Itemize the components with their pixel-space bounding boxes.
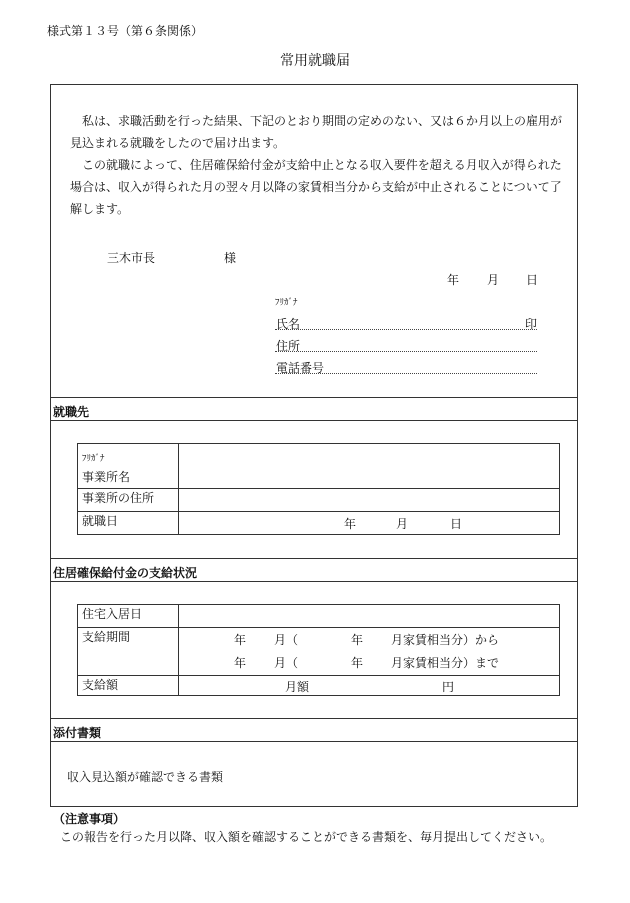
notes-body: この報告を行った月以降、収入額を確認することができる書類を、毎月提出してください。 <box>60 830 553 844</box>
period-to-month-1: 月（ <box>274 656 299 670</box>
period-to-suffix: 月家賃相当分）まで <box>391 656 500 670</box>
period-from-month-1: 月（ <box>274 633 299 647</box>
date-month-label: 月 <box>487 273 500 287</box>
seal-mark: 印 <box>525 317 538 331</box>
start-date-field[interactable] <box>179 512 560 535</box>
section-title-attachments: 添付書類 <box>53 726 102 740</box>
section-title-benefit: 住居確保給付金の支給状況 <box>53 566 198 580</box>
office-name-label: 事業所名 <box>82 470 131 484</box>
start-date-label: 就職日 <box>78 512 179 535</box>
period-from-year-2: 年 <box>351 633 364 647</box>
declaration-paragraph-1: 私は、求職活動を行った結果、下記のとおり期間の定めのない、又は６か月以上の雇用が見込まれる就職をしたので届け出ます。 <box>70 114 563 150</box>
office-name-label-cell <box>78 444 179 489</box>
office-furigana-label: ﾌﾘｶﾞﾅ <box>82 454 105 464</box>
period-field[interactable] <box>179 628 560 676</box>
start-date-year: 年 <box>344 517 357 531</box>
period-from-suffix: 月家賃相当分）から <box>391 633 500 647</box>
name-field[interactable] <box>275 329 537 330</box>
declaration-paragraph-2: この就職によって、住居確保給付金が支給中止となる収入要件を超える月収入が得られた場合は、収入が得られた月の翌々月以降の家賃相当分から支給が中止されることについて了解します。 <box>70 158 562 216</box>
amount-monthly-label: 月額 <box>285 680 310 694</box>
notes-title: （注意事項） <box>53 812 126 826</box>
furigana-label: ﾌﾘｶﾞﾅ <box>275 298 298 308</box>
phone-field[interactable] <box>275 373 537 374</box>
name-label: 氏名 <box>276 317 301 331</box>
date-day-label: 日 <box>526 273 539 287</box>
start-date-month: 月 <box>396 517 409 531</box>
period-from-year-1: 年 <box>234 633 247 647</box>
office-name-field[interactable] <box>179 444 560 489</box>
address-label: 住所 <box>276 339 301 353</box>
office-address-label: 事業所の住所 <box>78 489 179 512</box>
addressee: 三木市長 <box>107 251 156 265</box>
divider <box>50 581 578 582</box>
addressee-honorific: 様 <box>224 251 237 265</box>
date-year-label: 年 <box>447 273 460 287</box>
divider <box>50 718 578 719</box>
move-in-date-field[interactable] <box>179 605 560 628</box>
move-in-date-label: 住宅入居日 <box>78 605 179 628</box>
form-title: 常用就職届 <box>280 53 350 69</box>
amount-yen-label: 円 <box>442 680 455 694</box>
section-title-employment: 就職先 <box>53 405 90 419</box>
period-to-year-2: 年 <box>351 656 364 670</box>
form-number: 様式第１３号（第６条関係） <box>47 24 204 38</box>
start-date-day: 日 <box>450 517 463 531</box>
attachment-item: 収入見込額が確認できる書類 <box>67 770 224 784</box>
amount-label: 支給額 <box>78 676 179 696</box>
benefit-table <box>77 604 560 696</box>
amount-field[interactable] <box>179 676 560 696</box>
divider <box>50 397 578 398</box>
phone-label: 電話番号 <box>276 361 325 375</box>
divider <box>50 558 578 559</box>
address-field[interactable] <box>275 351 537 352</box>
divider <box>50 420 578 421</box>
employment-table <box>77 443 560 535</box>
divider <box>50 741 578 742</box>
period-label: 支給期間 <box>78 628 179 676</box>
office-address-field[interactable] <box>179 489 560 512</box>
period-to-year-1: 年 <box>234 656 247 670</box>
